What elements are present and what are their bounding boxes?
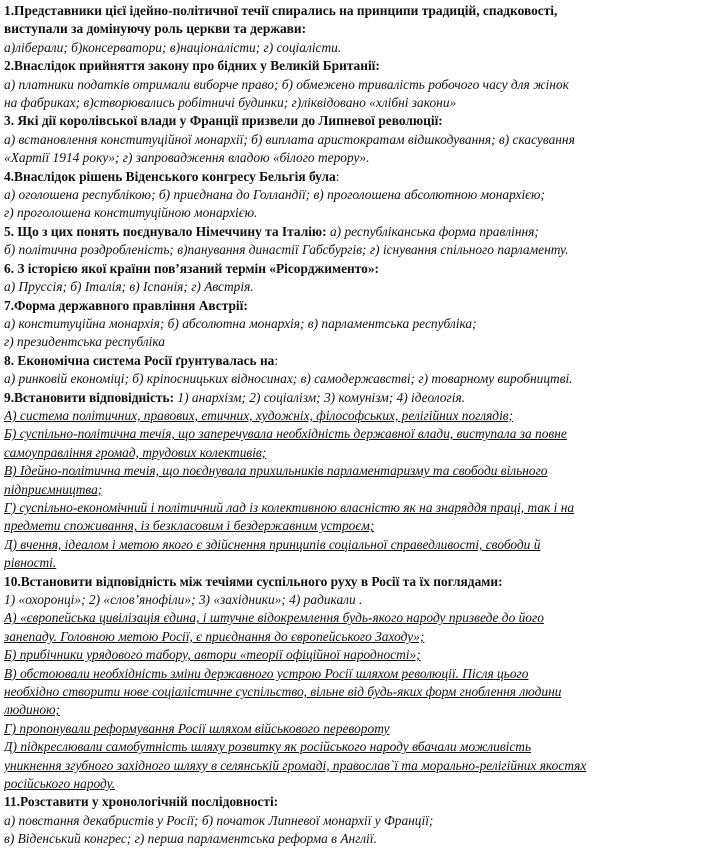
q10-view-e-line1: Д) підкреслювали самобутність шляху розвитку як російського народу вбачали можливість	[4, 739, 532, 755]
q4-answers-line2: г) проголошена конституційною монархією.	[4, 205, 258, 221]
q10-view-b: Б) прибічники урядового табору, автори «теорії офіційної народності»;	[4, 647, 421, 663]
q8-title-colon: :	[274, 352, 279, 368]
q10-view-c-line2: необхідно створити нове соціалістичне суспільство, вільне від будь-яких форм гноблення людини	[4, 684, 562, 700]
q9-def-c-line2: підприємництва;	[4, 481, 103, 497]
q10-title: 10.Встановити відповідність між течіями суспільного руху в Росії та їх поглядами:	[4, 573, 503, 589]
q9-def-b-line1: Б) суспільно-політична течія, що заперечувала необхідність державної влади, виступала за повне	[4, 426, 567, 442]
q9-options: 1) анархізм; 2) соціалізм; 3) комунізм; 4) ідеологія.	[174, 389, 466, 405]
q9-def-d-line1: Г) суспільно-економічний і політичний лад із колективною власністю як на знаряддя праці, так і на	[4, 499, 575, 515]
q1-title-line1: 1.Представники цієї ідейно-політичної течії спирались на принципи традицій, спадковості,	[4, 3, 558, 18]
q4-title	[4, 168, 714, 186]
q8-answers: а) ринковій економіці; б) кріпосницьких відносинах; в) самодержавстві; г) товарному виробництві.	[4, 371, 573, 387]
q9-def-d-line2: предмети споживання, із безкласовим і бездержавним устроєм;	[4, 518, 375, 534]
q11-title: 11.Розставити у хронологічній послідовності:	[4, 794, 279, 810]
q9-def-c-line1: В) Ідейно-політична течія, що поєднувала прихильників парламентаризму та свободи вільного	[4, 463, 548, 479]
q6-answers: а) Пруссія; б) Італія; в) Іспанія; г) Австрія.	[4, 279, 254, 295]
q8-title-text: 8. Економічна система Росії ґрунтувалась на	[4, 352, 275, 368]
q10-view-c-line3: людиною;	[4, 702, 60, 718]
q7-answers-line2: г) президентська республіка	[4, 334, 165, 350]
q4-answers-line1: а) оголошена республікою; б) приєднана до Голландії; в) проголошена абсолютною монархією;	[4, 187, 545, 203]
q9-def-e-line2: рівності.	[4, 555, 57, 571]
q3-answers-line1: а) встановлення конституційної монархії; б) виплата аристократам відшкодування; в) скасування	[4, 131, 575, 147]
q7-answers-line1: а) конституційна монархія; б) абсолютна монархія; в) парламентська республіка;	[4, 315, 477, 331]
q10-view-e-line2: уникнення згубного західного шляху в селянській громаді, православ`ї та морально-релігійних якостях	[4, 757, 587, 773]
q9-def-a: А) система політичних, правових, етичних, художніх, філософських, релігійних поглядів;	[4, 407, 514, 423]
q9-title-row	[4, 389, 714, 407]
q4-title-colon: :	[335, 168, 340, 184]
q10-view-d: Г) пропонували реформування Росії шляхом військового перевороту	[4, 720, 390, 736]
q10-view-a-line1: А) «європейська цивілізація єдина, і штучне відокремлення будь-якого народу призведе до його	[4, 610, 544, 626]
q10-view-a-line2: занепаду. Головною метою Росії, є приєднання до європейського Заходу»;	[4, 628, 425, 644]
q1-title-line2: виступали за домінуючу роль церкви та держави:	[4, 21, 307, 37]
q10-view-c-line1: В) обстоювали необхідність зміни державного устрою Росії шляхом революції. Після цього	[4, 665, 529, 681]
q3-title: 3. Які дії королівської влади у Франції призвели до Липневої революції:	[4, 113, 443, 129]
q10-options: 1) «охоронці»; 2) «слов’янофіли»; 3) «західники»; 4) радикали .	[4, 592, 363, 607]
q10-view-e-line3: російського народу.	[4, 776, 116, 792]
q9-title: 9.Встановити відповідність:	[4, 389, 175, 405]
q7-title: 7.Форма державного правління Австрії:	[4, 297, 248, 313]
q5-answers-line2: б) політична роздробленість; в)панування династії Габсбургів; г) існування спільного парламенту.	[4, 242, 569, 258]
q1-answers: а)ліберали; б)консерватори; в)націоналісти; г) соціалісти.	[4, 39, 342, 55]
q4-title-text: 4.Внаслідок рішень Віденського конгресу Бельгія була	[4, 168, 336, 184]
q2-answers-line1: а) платники податків отримали виборче право; б) обмежено тривалість робочого часу для жінок	[4, 76, 569, 92]
q6-title: 6. З історією якої країни пов’язаний термін «Рісорджименто»:	[4, 260, 379, 276]
q11-events-line1: а) повстання декабристів у Росії; б) початок Липневої монархії у Франції;	[4, 812, 434, 828]
q2-title: 2.Внаслідок прийняття закону про бідних у Великій Британії:	[4, 58, 380, 74]
q5-title-row	[4, 223, 714, 241]
q9-def-b-line2: самоуправління громад, трудових колективів;	[4, 444, 267, 460]
q11-events-line2: в) Віденський конгрес; г) перша парламентська реформа в Англії.	[4, 831, 377, 847]
q3-answers-line2: «Хартії 1914 року»; г) запровадження владою «білого терору».	[4, 150, 370, 166]
q2-answers-line2: на фабриках; в)створювались робітничі будинки; г)ліквідовано «хлібні закони»	[4, 95, 457, 111]
q8-title	[4, 352, 714, 370]
q9-def-e-line1: Д) вчення, ідеалом і метою якого є здійснення принципів соціальної справедливості, свободи й	[4, 536, 541, 552]
q5-answer-inline: а) республіканська форма правління;	[326, 223, 539, 239]
q5-title: 5. Що з цих понять поєднувало Німеччину та Італію:	[4, 223, 327, 239]
